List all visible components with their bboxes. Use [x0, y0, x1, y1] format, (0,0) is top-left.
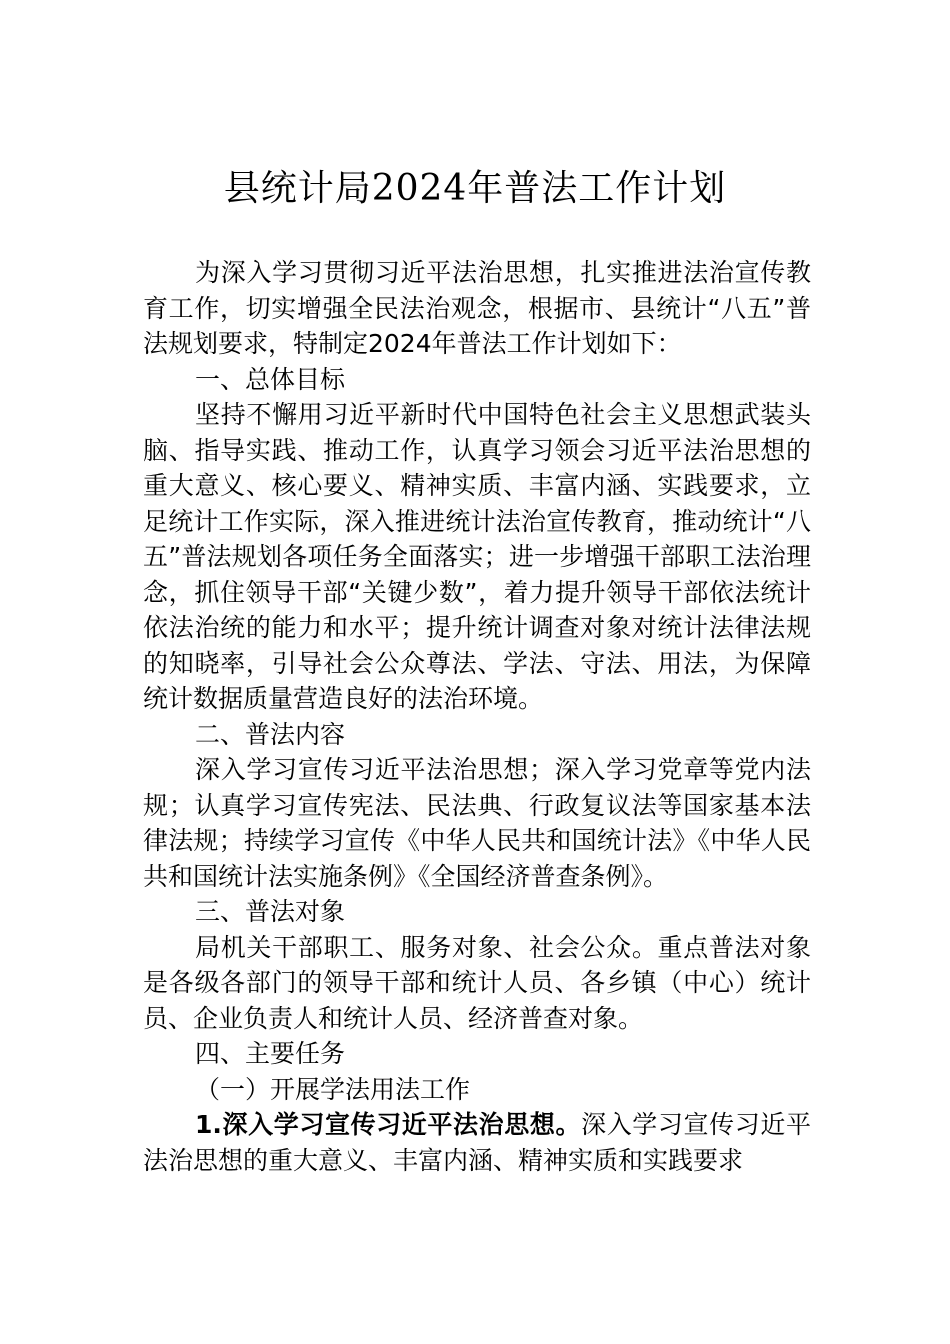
subsection-heading: （一）开展学法用法工作 — [195, 1074, 471, 1104]
task-item-1-text: 深入学习宣传习近平法治思想的重大意义、丰富内涵、精神实质和实践要求 — [143, 1110, 811, 1175]
section-heading-tasks: 四、主要任务 — [195, 1039, 346, 1068]
targets-paragraph: 局机关干部职工、服务对象、社会公众。重点普法对象是各级各部门的领导干部和统计人员、各乡镇（中心）统计员、企业负责人和统计人员、经济普查对象。 — [143, 932, 811, 1033]
section-heading-goals: 一、总体目标 — [195, 364, 346, 394]
section-heading-targets: 三、普法对象 — [195, 897, 346, 926]
goals-paragraph: 坚持不懈用习近平新时代中国特色社会主义思想武装头脑、指导实践、推动工作，认真学习领会习近平法治思想的重大意义、核心要义、精神实质、丰富内涵、实践要求，立足统计工作实际，深入推进统计法治宣传教育，推动统计“八五”普法规划各项任务全面落实；进一步增强干部职工法治理念，抓住领导干部“关键少数”，着力提升领导干部依法统计依法治统的能力和水平；提升统计调查对象对统计法律法规的知晓率，引导社会公众尊法、学法、守法、用法，为保障统计数据质量营造良好的法治环境。 — [143, 400, 811, 713]
intro-paragraph: 为深入学习贯彻习近平法治思想，扎实推进法治宣传教育工作，切实增强全民法治观念，根据市、县统计“八五”普法规划要求，特制定2024年普法工作计划如下： — [143, 258, 811, 358]
task-item-1-lead: 1.深入学习宣传习近平法治思想。 — [195, 1110, 582, 1139]
task-item-1 — [143, 1107, 811, 1178]
section-heading-content: 二、普法内容 — [195, 719, 346, 749]
document-title: 县统计局2024年普法工作计划 — [223, 168, 727, 209]
document-body — [143, 255, 811, 1178]
content-paragraph: 深入学习宣传习近平法治思想；深入学习党章等党内法规；认真学习宣传宪法、民法典、行政复议法等国家基本法律法规；持续学习宣传《中华人民共和国统计法》《中华人民共和国统计法实施条例》《全国经济普查条例》。 — [143, 755, 811, 891]
